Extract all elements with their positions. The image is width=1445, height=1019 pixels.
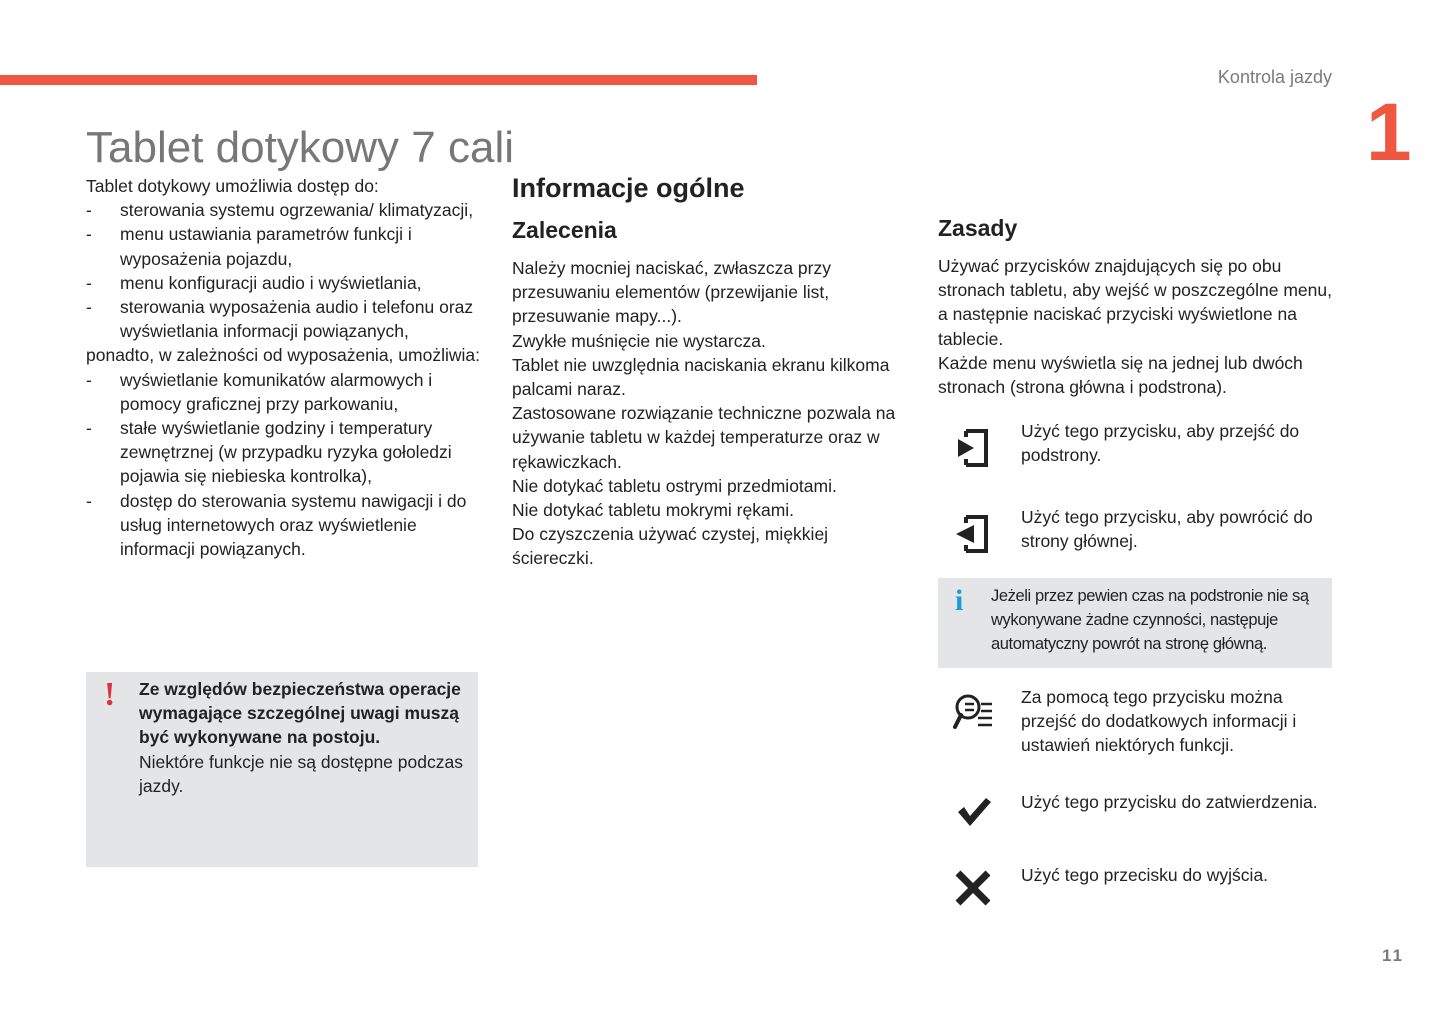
close-x-icon	[952, 867, 996, 911]
list-item-text: wyświetlanie komunikatów alarmowych i pomocy graficznej przy parkowaniu,	[120, 369, 433, 414]
warning-note: Niektóre funkcje nie są dostępne podczas jazdy.	[139, 751, 463, 796]
principles-text: Używać przycisków znajdujących się po obu stronach tabletu, aby wejść w poszczególne menu, a następnie naciskać przyciski wyświetlone na tablecie.	[938, 256, 1332, 349]
chapter-number: 1	[1366, 87, 1412, 178]
bullet-dash: -	[86, 297, 92, 318]
list-item-text: sterowania wyposażenia audio i telefonu oraz wyświetlania informacji powiązanych,	[120, 297, 474, 342]
list-item-text: menu konfiguracji audio i wyświetlania,	[120, 272, 422, 293]
list-item-text: dostęp do sterowania systemu nawigacji i do usług internetowych oraz wyświetlenie informacji powiązanych.	[120, 490, 467, 560]
list-item-text: menu ustawiania parametrów funkcji i wyposażenia pojazdu,	[120, 224, 412, 269]
recommendation-text: Należy mocniej naciskać, zwłaszcza przy przesuwaniu elementów (przewijanie list, przesuwanie mapy...).	[512, 258, 831, 327]
feature-list	[86, 198, 486, 343]
safety-warning-box	[86, 672, 478, 867]
list-item-text: sterowania systemu ogrzewania/ klimatyzacji,	[120, 200, 474, 221]
icon-description: Użyć tego przycisku do zatwierdzenia.	[1021, 792, 1318, 812]
list-item	[86, 198, 486, 222]
bullet-dash: -	[86, 369, 92, 390]
list-item	[86, 271, 486, 295]
recommendation-text: Nie dotykać tabletu mokrymi rękami.	[512, 500, 795, 521]
list-item	[86, 222, 486, 270]
list-item	[86, 489, 486, 562]
principles-text: Każde menu wyświetla się na jednej lub dwóch stronach (strona główna i podstrona).	[938, 352, 1303, 398]
icon-description: Za pomocą tego przycisku można przejść do dodatkowych informacji i ustawień niektórych funkcji.	[1021, 687, 1297, 756]
principles-heading: Zasady	[938, 215, 1018, 241]
bullet-dash: -	[86, 200, 92, 221]
recommendation-text: Do czyszczenia używać czystej, miękkiej ściereczki.	[512, 524, 829, 569]
general-info-heading: Informacje ogólne	[512, 173, 745, 203]
icon-description: Użyć tego przycisku, aby przejść do podstrony.	[1021, 421, 1300, 466]
info-note-box	[938, 578, 1332, 668]
warning-text	[139, 677, 469, 798]
recommendation-text: Tablet nie uwzględnia naciskania ekranu kilkoma palcami naraz.	[512, 354, 890, 400]
list-item	[86, 295, 486, 343]
exclamation-icon: !	[104, 676, 116, 713]
bullet-dash: -	[86, 490, 92, 511]
page-number: 11	[1382, 946, 1404, 965]
icon-description: Użyć tego przecisku do wyjścia.	[1021, 865, 1269, 885]
warning-bold-text: Ze względów bezpieczeństwa operacje wymagające szczególnej uwagi muszą być wykonywane na postoju.	[139, 679, 461, 748]
list-item	[86, 368, 486, 416]
intro-text: Tablet dotykowy umożliwia dostęp do:	[86, 176, 379, 196]
icon-description: Użyć tego przycisku, aby powrócić do strony głównej.	[1021, 507, 1313, 552]
enter-subpage-icon	[952, 427, 996, 471]
page-title: Tablet dotykowy 7 cali	[86, 123, 514, 172]
recommendation-text: Nie dotykać tabletu ostrymi przedmiotami.	[512, 475, 837, 496]
optional-feature-list	[86, 368, 486, 562]
return-main-page-icon	[952, 513, 996, 557]
list-item	[86, 416, 486, 489]
left-column	[86, 174, 486, 561]
bullet-dash: -	[86, 224, 92, 245]
right-column	[938, 212, 1338, 399]
list-item-text: stałe wyświetlanie godziny i temperatury zewnętrznej (w przypadku ryzyka gołoledzi pojawia się niebieska kontrolka),	[120, 418, 452, 487]
optional-features-intro: ponadto, w zależności od wyposażenia, umożliwia:	[86, 345, 480, 366]
header-accent-bar	[0, 75, 757, 85]
checkmark-icon	[952, 792, 996, 836]
bullet-dash: -	[86, 272, 92, 293]
section-name: Kontrola jazdy	[1217, 67, 1332, 87]
magnifier-list-icon	[952, 691, 996, 735]
info-icon: i	[955, 584, 964, 617]
bullet-dash: -	[86, 418, 92, 439]
recommendation-text: Zwykłe muśnięcie nie wystarcza.	[512, 330, 766, 351]
middle-column	[512, 170, 907, 571]
info-text: Jeżeli przez pewien czas na podstronie nie są wykonywane żadne czynności, następuje automatyczny powrót na stronę główną.	[991, 587, 1309, 654]
recommendations-heading: Zalecenia	[512, 217, 617, 243]
recommendation-text: Zastosowane rozwiązanie techniczne pozwala na używanie tabletu w każdej temperaturze oraz w rękawiczkach.	[512, 403, 896, 472]
